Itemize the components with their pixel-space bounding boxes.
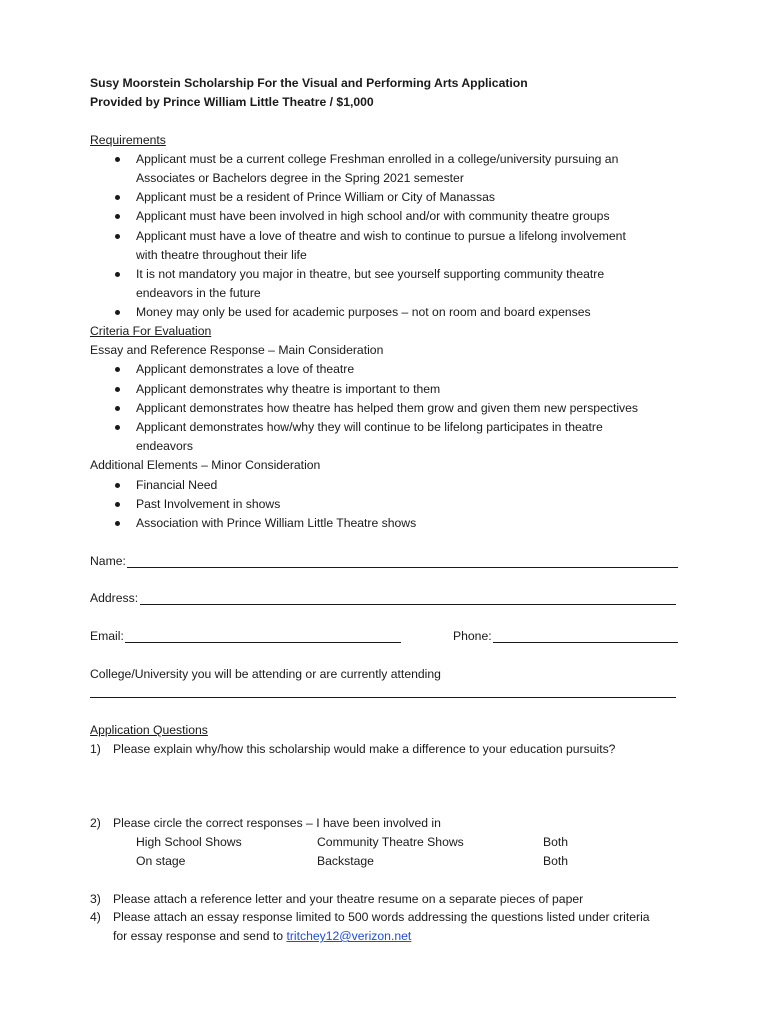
requirement-item: Money may only be used for academic purposes – not on room and board expenses [136,305,591,319]
requirement-item: Applicant must be a resident of Prince William or City of Manassas [136,190,495,204]
question-4-send-to: for essay response and send to [113,929,287,943]
option-community-theatre-shows[interactable]: Community Theatre Shows [317,835,464,849]
bullet-icon [114,495,122,514]
option-both-role[interactable]: Both [543,854,569,868]
college-field[interactable] [90,697,676,698]
bullet-icon [114,303,122,322]
question-number: 3) [90,892,101,906]
requirement-item: Applicant must have a love of theatre and wish to continue to pursue a lifelong involvement [136,229,626,243]
address-label: Address: [90,591,139,605]
option-high-school-shows[interactable]: High School Shows [136,835,242,849]
requirement-item: It is not mandatory you major in theatre, but see yourself supporting community theatre [136,267,605,281]
bullet-icon [114,399,122,418]
requirement-item: Applicant must have been involved in high school and/or with community theatre groups [136,209,610,223]
requirement-item-continued: with theatre throughout their life [136,248,307,262]
question-4-text-continued [113,927,411,946]
question-number: 2) [90,816,101,830]
question-1-text: Please explain why/how this scholarship would make a difference to your education pursuits? [113,742,616,756]
bullet-icon [114,188,122,207]
criteria-item: Applicant demonstrates a love of theatre [136,362,355,376]
criteria-minor-item: Past Involvement in shows [136,497,281,511]
requirements-heading: Requirements [90,133,166,147]
bullet-icon [114,380,122,399]
bullet-icon [114,150,122,169]
requirement-item-continued: Associates or Bachelors degree in the Spring 2021 semester [136,171,464,185]
email-label: Email: [90,629,124,643]
document-subtitle: Provided by Prince William Little Theatre / $1,000 [90,95,374,109]
bullet-icon [114,418,122,437]
question-3-text: Please attach a reference letter and your theatre resume on a separate pieces of paper [113,892,584,906]
criteria-minor-item: Financial Need [136,478,218,492]
question-number: 1) [90,742,101,756]
criteria-item-continued: endeavors [136,439,193,453]
criteria-item: Applicant demonstrates how/why they will continue to be lifelong participates in theatre [136,420,603,434]
phone-label: Phone: [453,629,492,643]
option-both-involvement[interactable]: Both [543,835,569,849]
requirement-item-continued: endeavors in the future [136,286,261,300]
address-field[interactable] [140,604,676,605]
bullet-icon [114,207,122,226]
email-field[interactable] [125,642,401,643]
requirement-item: Applicant must be a current college Freshman enrolled in a college/university pursuing an [136,152,619,166]
name-label: Name: [90,554,126,568]
option-on-stage[interactable]: On stage [136,854,186,868]
criteria-item: Applicant demonstrates how theatre has helped them grow and given them new perspectives [136,401,639,415]
college-label: College/University you will be attending or are currently attending [90,667,441,681]
bullet-icon [114,514,122,533]
bullet-icon [114,360,122,379]
option-backstage[interactable]: Backstage [317,854,374,868]
question-number: 4) [90,910,101,924]
name-field[interactable] [127,567,678,568]
criteria-item: Applicant demonstrates why theatre is important to them [136,382,441,396]
criteria-minor-item: Association with Prince William Little Theatre shows [136,516,417,530]
minor-consideration-label: Additional Elements – Minor Consideration [90,458,321,472]
bullet-icon [114,227,122,246]
phone-field[interactable] [493,642,678,643]
bullet-icon [114,476,122,495]
contact-email-link[interactable]: tritchey12@verizon.net [286,929,412,943]
bullet-icon [114,265,122,284]
document-title: Susy Moorstein Scholarship For the Visual and Performing Arts Application [90,76,528,90]
question-4-text: Please attach an essay response limited to 500 words addressing the questions listed under criteria [113,910,650,924]
questions-heading: Application Questions [90,723,208,737]
criteria-heading: Criteria For Evaluation [90,324,212,338]
question-2-text: Please circle the correct responses – I have been involved in [113,816,441,830]
main-consideration-label: Essay and Reference Response – Main Consideration [90,343,384,357]
